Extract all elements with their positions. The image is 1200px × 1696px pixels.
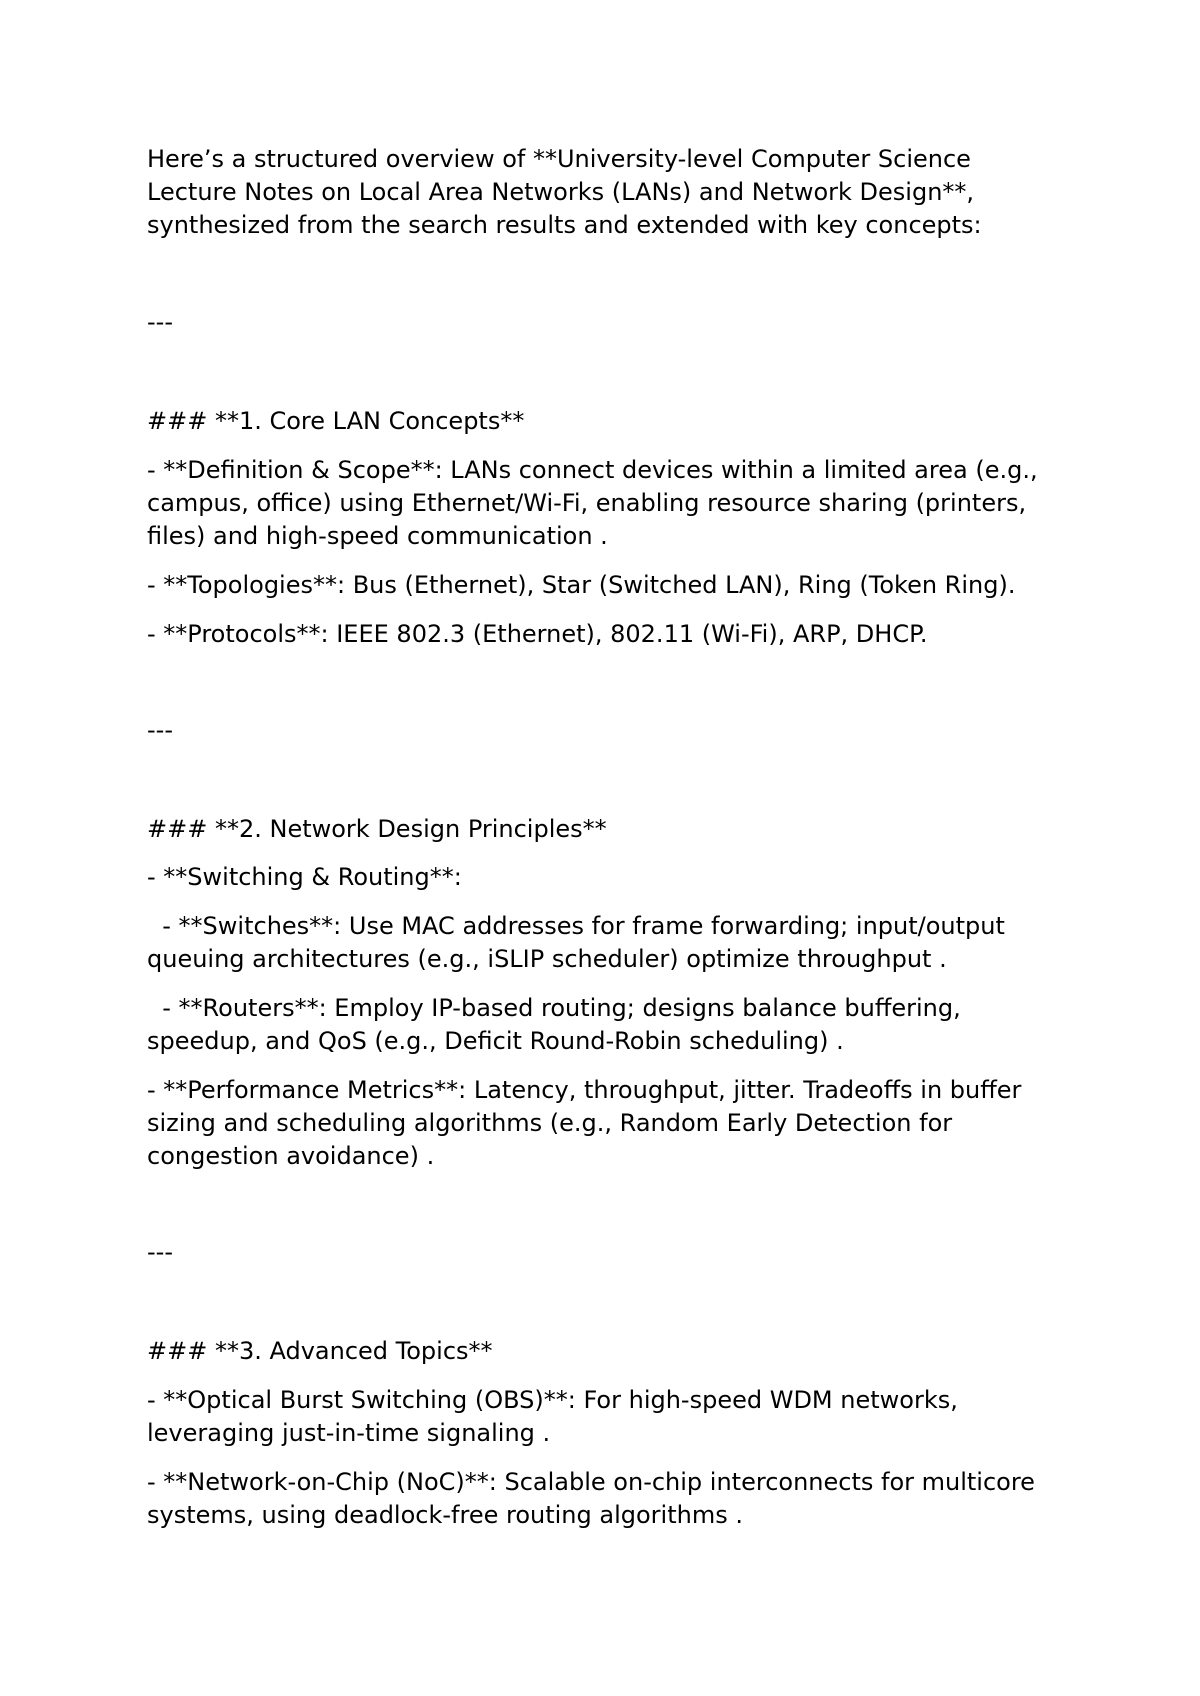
section-1-topologies: - **Topologies**: Bus (Ethernet), Star (Switched LAN), Ring (Token Ring). [147,571,1016,599]
section-2-performance-metrics: - **Performance Metrics**: Latency, throughput, jitter. Tradeoffs in buffer sizing and scheduling algorithms (e.g., Random Early Detection for congestion avoidance) . [147,1076,1022,1170]
section-3-heading: ### **3. Advanced Topics** [147,1337,493,1365]
section-3-noc: - **Network-on-Chip (NoC)**: Scalable on-chip interconnects for multicore systems, using deadlock-free routing algorithms . [147,1468,1035,1529]
section-2-heading: ### **2. Network Design Principles** [147,815,607,843]
separator-3: --- [147,1238,173,1266]
section-2-switches: - **Switches**: Use MAC addresses for frame forwarding; input/output queuing architectures (e.g., iSLIP scheduler) optimize throughput . [147,912,1005,973]
section-2-switching-routing: - **Switching & Routing**: [147,863,462,891]
section-1-definition: - **Definition & Scope**: LANs connect devices within a limited area (e.g., campus, office) using Ethernet/Wi-Fi, enabling resource sharing (printers, files) and high-speed communication . [147,456,1038,550]
separator-2: --- [147,716,173,744]
section-3-obs: - **Optical Burst Switching (OBS)**: For high-speed WDM networks, leveraging just-in-time signaling . [147,1386,958,1447]
intro-paragraph: Here’s a structured overview of **University-level Computer Science Lecture Notes on Local Area Networks (LANs) and Network Design**, synthesized from the search results and extended with key concepts: [147,145,982,239]
separator-1: --- [147,308,173,336]
section-1-protocols: - **Protocols**: IEEE 802.3 (Ethernet), 802.11 (Wi-Fi), ARP, DHCP. [147,620,928,648]
section-2-routers: - **Routers**: Employ IP-based routing; designs balance buffering, speedup, and QoS (e.g., Deficit Round-Robin scheduling) . [147,994,961,1055]
section-1-heading: ### **1. Core LAN Concepts** [147,407,525,435]
